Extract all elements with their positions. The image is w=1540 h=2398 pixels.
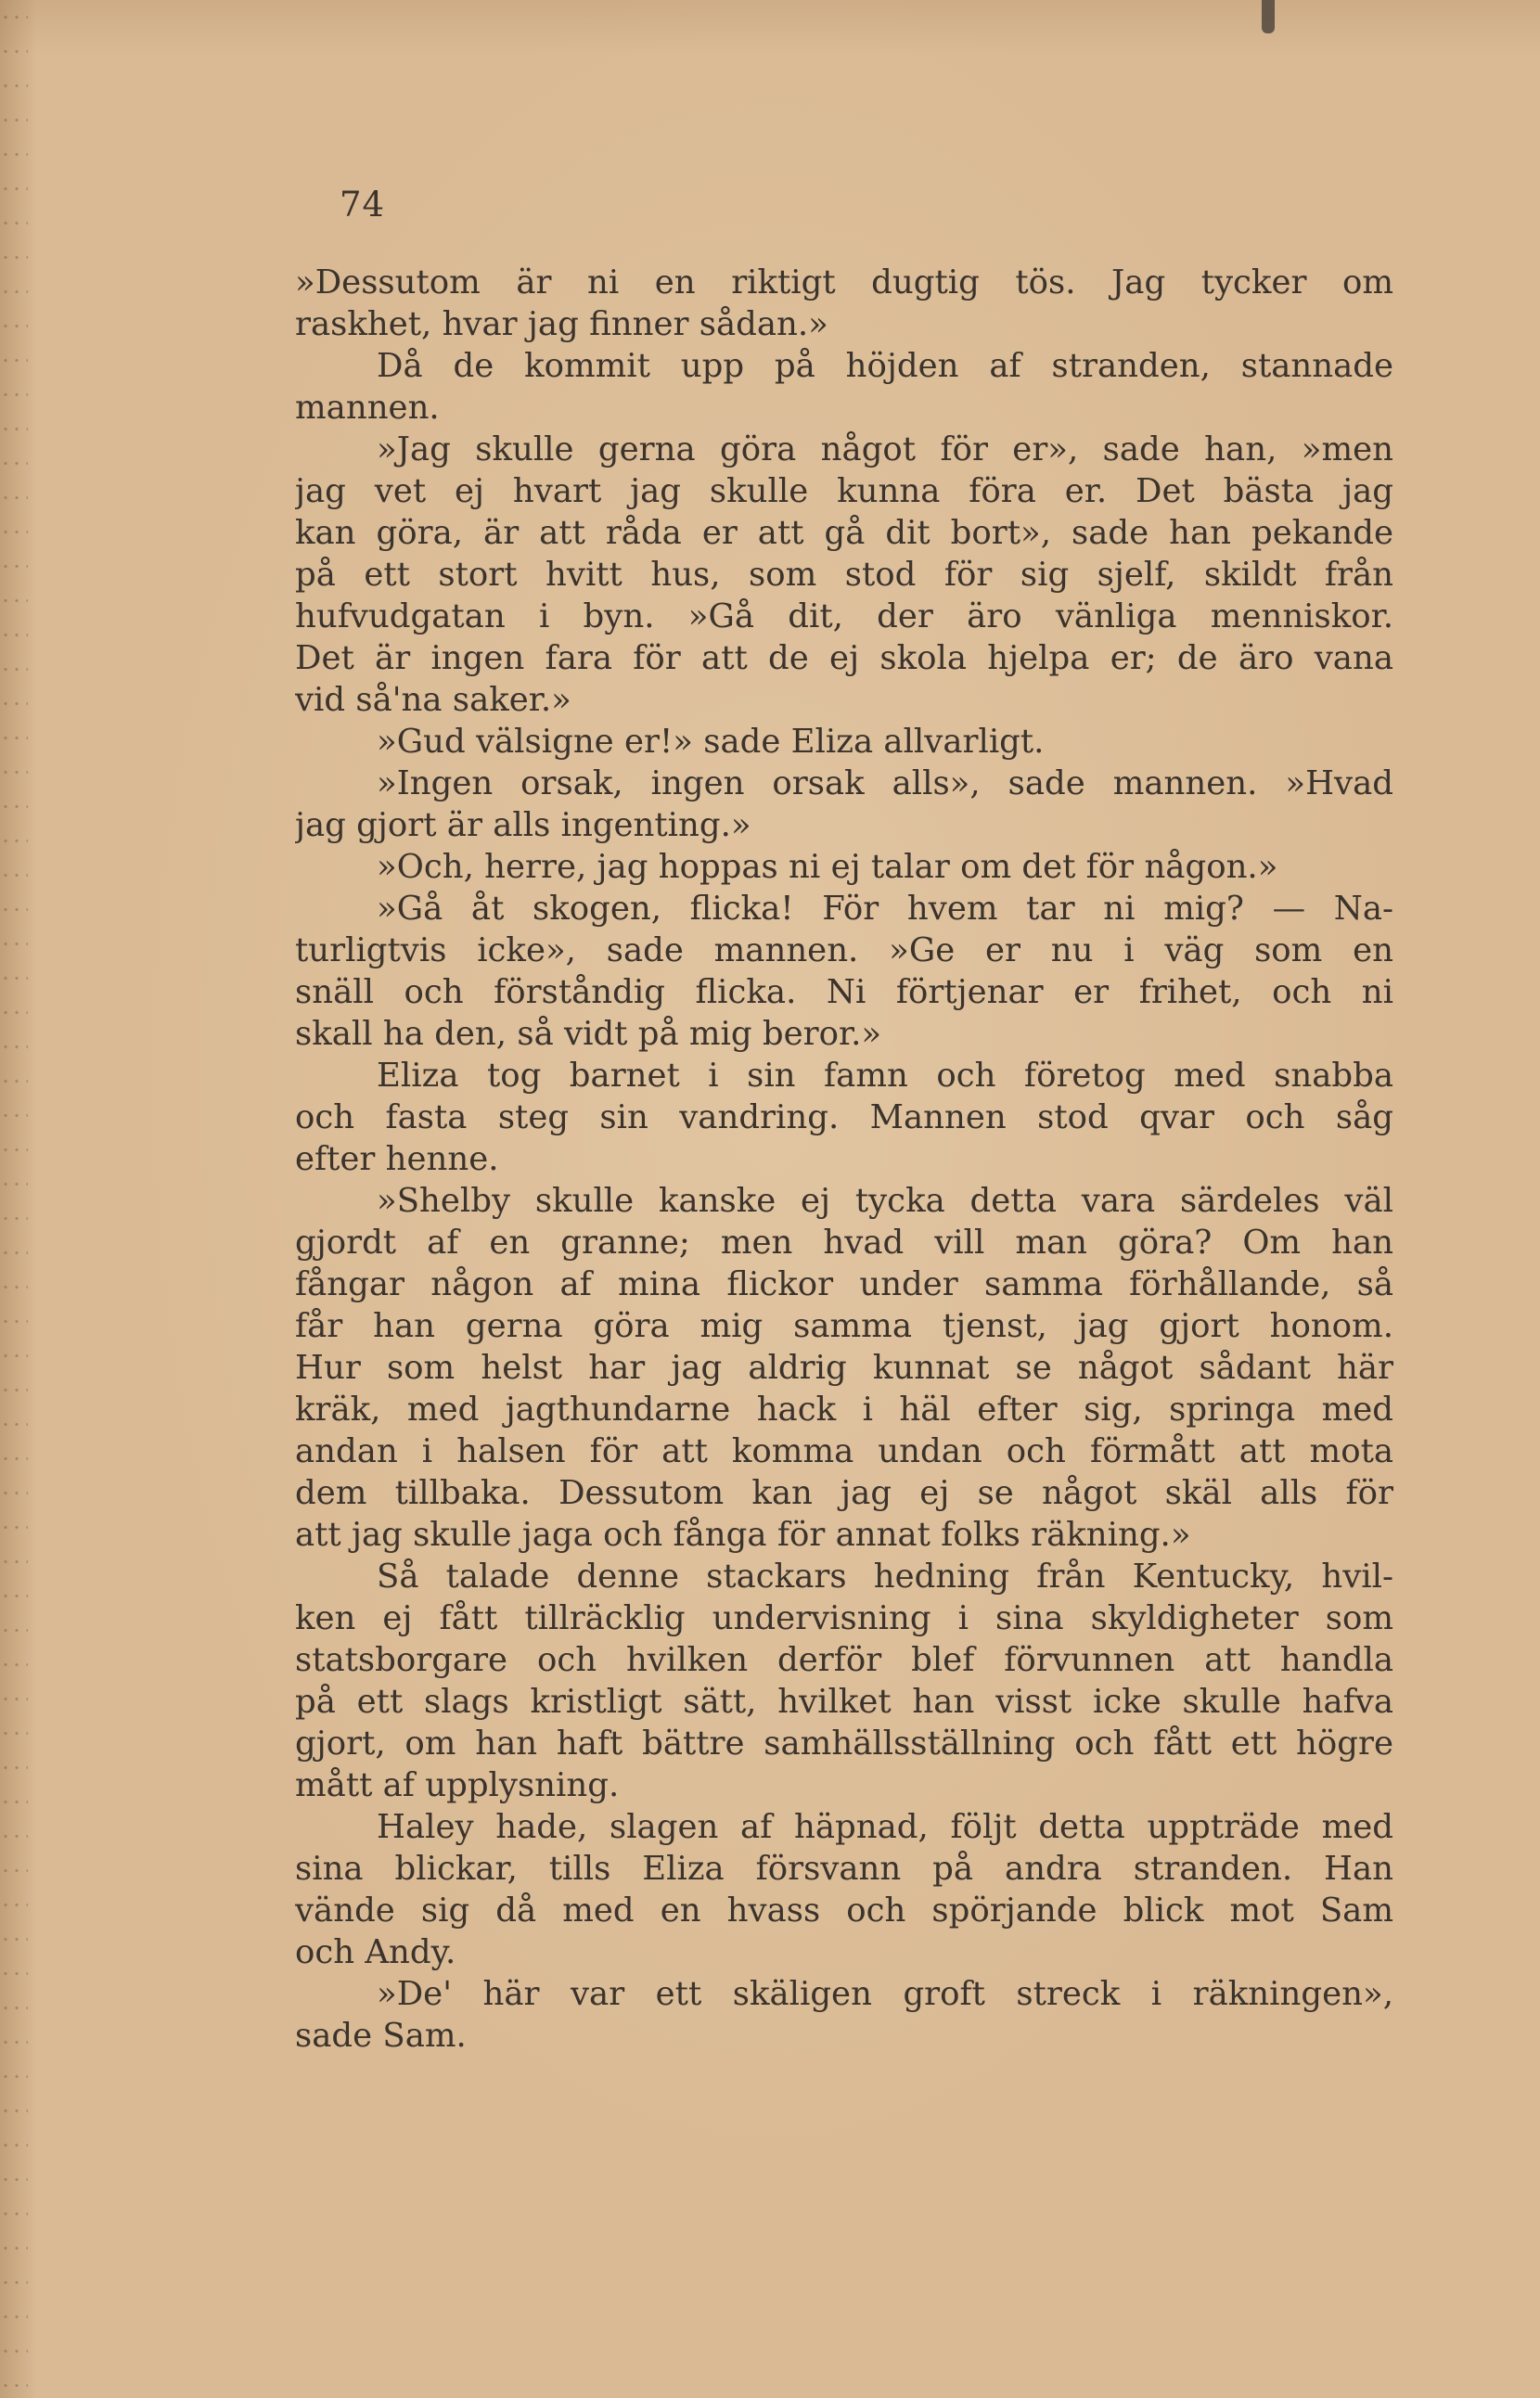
text-line: sina blickar, tills Eliza försvann på andra stranden. Han: [295, 1850, 1393, 1888]
text-line: mått af upplysning.: [295, 1766, 620, 1804]
text-line: turligtvis icke», sade mannen. »Ge er nu i väg som en: [295, 931, 1393, 969]
text-line: på ett stort hvitt hus, som stod för sig sjelf, skildt från: [295, 556, 1393, 594]
text-line: Det är ingen fara för att de ej skola hjelpa er; de äro vana: [295, 639, 1393, 677]
text-line: vände sig då med en hvass och spörjande blick mot Sam: [295, 1891, 1393, 1930]
text-line: hufvudgatan i byn. »Gå dit, der äro vänliga menniskor.: [295, 597, 1393, 635]
text-line: Hur som helst har jag aldrig kunnat se något sådant här: [295, 1349, 1393, 1387]
text-line: och fasta steg sin vandring. Mannen stod qvar och såg: [295, 1098, 1393, 1136]
text-line: »Gå åt skogen, flicka! För hvem tar ni mig? — Na-: [377, 890, 1393, 928]
text-line: »De' här var ett skäligen groft streck i räkningen»,: [377, 1975, 1393, 2013]
text-line: »Jag skulle gerna göra något för er», sade han, »men: [377, 430, 1393, 468]
ink-mark: [1262, 0, 1275, 33]
text-line: Eliza tog barnet i sin famn och företog med snabba: [377, 1057, 1393, 1095]
text-line: Så talade denne stackars hedning från Kentucky, hvil-: [377, 1558, 1393, 1596]
text-line: gjordt af en granne; men hvad vill man göra? Om han: [295, 1224, 1393, 1262]
text-line: raskhet, hvar jag finner sådan.»: [295, 305, 828, 343]
text-line: kan göra, är att råda er att gå dit bort», sade han pekande: [295, 514, 1393, 552]
text-line: snäll och förståndig flicka. Ni förtjenar er frihet, och ni: [295, 973, 1393, 1011]
text-line: »Shelby skulle kanske ej tycka detta vara särdeles väl: [377, 1182, 1393, 1220]
text-line: Haley hade, slagen af häpnad, följt detta uppträde med: [377, 1808, 1393, 1846]
text-line: och Andy.: [295, 1933, 456, 1971]
text-line: statsborgare och hvilken derför blef förvunnen att handla: [295, 1641, 1393, 1679]
text-line: Då de kommit upp på höjden af stranden, stannade: [377, 347, 1393, 385]
text-line: vid så'na saker.»: [295, 681, 571, 719]
text-line: fångar någon af mina flickor under samma förhållande, så: [295, 1265, 1393, 1303]
text-line: skall ha den, så vidt på mig beror.»: [295, 1015, 882, 1053]
text-line: sade Sam.: [295, 2017, 467, 2055]
text-line: gjort, om han haft bättre samhällsställning och fått ett högre: [295, 1725, 1393, 1763]
text-line: andan i halsen för att komma undan och förmått att mota: [295, 1432, 1393, 1470]
text-line: ken ej fått tillräcklig undervisning i sina skyldigheter som: [295, 1599, 1393, 1637]
text-line: »Och, herre, jag hoppas ni ej talar om det för någon.»: [377, 848, 1278, 886]
text-line: får han gerna göra mig samma tjenst, jag gjort honom.: [295, 1307, 1393, 1345]
text-line: »Gud välsigne er!» sade Eliza allvarligt.: [377, 723, 1045, 761]
text-line: på ett slags kristligt sätt, hvilket han visst icke skulle hafva: [295, 1683, 1393, 1721]
text-line: kräk, med jagthundarne hack i häl efter sig, springa med: [295, 1391, 1393, 1429]
text-line: mannen.: [295, 389, 440, 427]
body-text: [295, 262, 1393, 2057]
text-line: att jag skulle jaga och fånga för annat folks räkning.»: [295, 1516, 1191, 1554]
text-line: efter henne.: [295, 1140, 499, 1178]
text-line: dem tillbaka. Dessutom kan jag ej se något skäl alls för: [295, 1474, 1393, 1512]
text-line: jag gjort är alls ingenting.»: [295, 806, 751, 844]
text-line: jag vet ej hvart jag skulle kunna föra er. Det bästa jag: [295, 472, 1393, 510]
page-edge-shadow: [0, 0, 28, 2398]
text-line: »Ingen orsak, ingen orsak alls», sade mannen. »Hvad: [377, 764, 1393, 802]
page-number: 74: [340, 185, 386, 224]
text-line: »Dessutom är ni en riktigt dugtig tös. Jag tycker om: [295, 263, 1393, 301]
